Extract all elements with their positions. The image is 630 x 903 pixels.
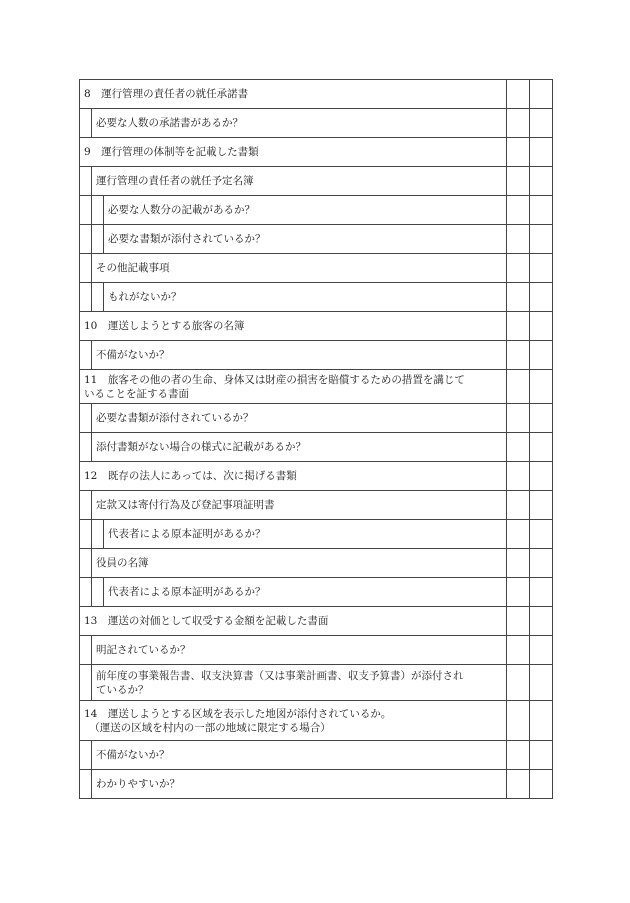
checklist-item-cell [104,520,507,549]
check-box-1[interactable] [507,370,530,404]
check-box-1[interactable] [507,636,530,665]
checklist-row [80,225,553,254]
checklist-item-cell [104,196,507,225]
check-box-2[interactable] [530,254,553,283]
checklist-item-text: 添付書類がない場合の様式に記載があるか？ [96,441,306,453]
checklist-item-text: 前年度の事業報告書、収支決算書（又は事業計画書、収支予算書）が添付され ているか？ [96,669,464,696]
checklist-item-text: 運行管理の責任者の就任予定名簿 [96,175,254,187]
check-box-1[interactable] [507,283,530,312]
checklist-item-text: その他記載事項 [96,262,170,274]
indent-cell [80,196,92,225]
check-box-1[interactable] [507,462,530,491]
indent-cell [92,225,104,254]
checklist-item-text: 必要な書類が添付されているか？ [108,233,266,245]
checklist-item-cell [104,578,507,607]
check-box-1[interactable] [507,341,530,370]
check-box-1[interactable] [507,433,530,462]
checklist-item-text: わかりやすいか？ [96,778,180,790]
check-box-2[interactable] [530,312,553,341]
check-box-1[interactable] [507,167,530,196]
checklist-item-text: もれがないか？ [108,291,182,303]
indent-cell [80,665,92,701]
check-box-2[interactable] [530,770,553,799]
checklist-item-text: 代表者による原本証明があるか？ [108,528,266,540]
indent-cell [80,770,92,799]
indent-cell [80,225,92,254]
checklist-row [80,520,553,549]
indent-cell [92,578,104,607]
checklist-item-text: 14 運送しようとする区域を表示した地図が添付されているか。 （運送の区域を村内の一部の地域に限定する場合） [84,707,392,734]
checklist-item-text: 9 運行管理の体制等を記載した書類 [84,146,259,158]
check-box-2[interactable] [530,741,553,770]
check-box-2[interactable] [530,283,553,312]
indent-cell [80,741,92,770]
checklist-sheet [79,79,552,799]
check-box-1[interactable] [507,665,530,701]
indent-cell [80,491,92,520]
checklist-body [80,80,553,799]
check-box-1[interactable] [507,770,530,799]
check-box-1[interactable] [507,80,530,109]
checklist-item-text: 12 既存の法人にあっては、次に掲げる書類 [84,470,297,482]
checklist-row [80,167,553,196]
checklist-item-cell [80,701,507,741]
checklist-item-cell [80,607,507,636]
check-box-2[interactable] [530,701,553,741]
checklist-item-cell [104,283,507,312]
check-box-2[interactable] [530,520,553,549]
check-box-2[interactable] [530,462,553,491]
checklist-item-text: 役員の名簿 [96,557,149,569]
indent-cell [92,520,104,549]
checklist-row [80,462,553,491]
checklist-item-cell [92,167,507,196]
check-box-1[interactable] [507,254,530,283]
checklist-item-cell [92,404,507,433]
check-box-2[interactable] [530,665,553,701]
checklist-item-text: 8 運行管理の責任者の就任承諾書 [84,88,249,100]
checklist-row [80,80,553,109]
check-box-1[interactable] [507,196,530,225]
indent-cell [80,578,92,607]
check-box-2[interactable] [530,549,553,578]
checklist-table [79,79,553,799]
indent-cell [92,196,104,225]
checklist-item-cell [104,225,507,254]
checklist-item-cell [92,636,507,665]
checklist-item-cell [92,491,507,520]
check-box-1[interactable] [507,225,530,254]
checklist-item-cell [80,370,507,404]
checklist-item-cell [92,665,507,701]
checklist-row [80,491,553,520]
check-box-1[interactable] [507,741,530,770]
checklist-row [80,283,553,312]
checklist-row [80,770,553,799]
indent-cell [80,636,92,665]
check-box-1[interactable] [507,701,530,741]
checklist-item-text: 代表者による原本証明があるか？ [108,586,266,598]
check-box-2[interactable] [530,167,553,196]
checklist-item-text: 必要な書類が添付されているか？ [96,412,254,424]
checklist-item-cell [92,254,507,283]
checklist-item-cell [92,549,507,578]
checklist-item-text: 不備がないか？ [96,349,170,361]
check-box-1[interactable] [507,578,530,607]
check-box-1[interactable] [507,520,530,549]
checklist-item-cell [92,433,507,462]
checklist-row [80,636,553,665]
checklist-row [80,607,553,636]
checklist-row [80,254,553,283]
checklist-row [80,665,553,701]
checklist-item-text: 定款又は寄付行為及び登記事項証明書 [96,499,275,511]
checklist-item-cell [80,462,507,491]
check-box-1[interactable] [507,491,530,520]
checklist-row [80,578,553,607]
checklist-item-cell [80,138,507,167]
checklist-item-text: 不備がないか？ [96,749,170,761]
check-box-1[interactable] [507,549,530,578]
checklist-item-text: 必要な人数分の記載があるか？ [108,204,255,216]
check-box-2[interactable] [530,607,553,636]
checklist-item-text: 11 旅客その他の者の生命、身体又は財産の損害を賠償するための措置を講じて いることを証する書面 [84,373,465,400]
indent-cell [80,341,92,370]
indent-cell [80,520,92,549]
indent-cell [80,549,92,578]
check-box-2[interactable] [530,491,553,520]
checklist-item-cell [80,312,507,341]
checklist-row [80,109,553,138]
checklist-item-cell [92,770,507,799]
indent-cell [92,283,104,312]
checklist-row [80,404,553,433]
checklist-row [80,138,553,167]
checklist-row [80,341,553,370]
check-box-2[interactable] [530,433,553,462]
checklist-row [80,549,553,578]
check-box-2[interactable] [530,370,553,404]
check-box-1[interactable] [507,109,530,138]
checklist-item-cell [92,741,507,770]
check-box-2[interactable] [530,404,553,433]
indent-cell [80,167,92,196]
checklist-row [80,433,553,462]
checklist-item-cell [80,80,507,109]
checklist-item-text: 10 運送しようとする旅客の名簿 [84,320,245,332]
check-box-1[interactable] [507,138,530,167]
check-box-1[interactable] [507,312,530,341]
checklist-row [80,196,553,225]
check-box-2[interactable] [530,196,553,225]
check-box-2[interactable] [530,138,553,167]
indent-cell [80,283,92,312]
checklist-item-cell [92,109,507,138]
checklist-item-cell [92,341,507,370]
check-box-2[interactable] [530,225,553,254]
indent-cell [80,433,92,462]
checklist-row [80,312,553,341]
checklist-item-text: 明記されているか？ [96,644,191,656]
checklist-item-text: 13 運送の対価として収受する金額を記載した書面 [84,615,329,627]
check-box-2[interactable] [530,341,553,370]
checklist-item-text: 必要な人数の承諾書があるか？ [96,117,243,129]
check-box-2[interactable] [530,80,553,109]
check-box-2[interactable] [530,109,553,138]
checklist-row [80,741,553,770]
indent-cell [80,254,92,283]
check-box-2[interactable] [530,636,553,665]
checklist-row [80,701,553,741]
indent-cell [80,404,92,433]
check-box-2[interactable] [530,578,553,607]
check-box-1[interactable] [507,607,530,636]
checklist-row [80,370,553,404]
check-box-1[interactable] [507,404,530,433]
indent-cell [80,109,92,138]
